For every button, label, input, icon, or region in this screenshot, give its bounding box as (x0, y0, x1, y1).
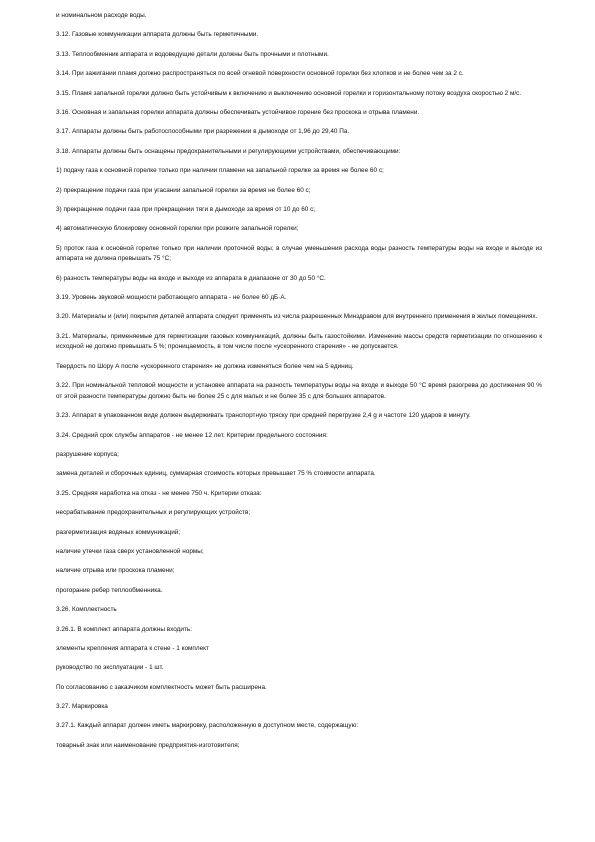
clause-3-21: 3.21. Материалы, применяемые для герметизации газовых коммуникаций, должны быть газостойкими. Изменение массы средств герметизации по отношению к исходной не должно превышать 5 %; проницаемость, в том числе после «ускоренного старения» - не допускается. (56, 332, 542, 351)
section-heading-3-26: 3.26. Комплектность (56, 606, 117, 614)
document-body (56, 11, 542, 751)
criterion-item: разрушение корпуса; (56, 450, 119, 458)
clause-3-22: 3.22. При номинальной тепловой мощности и установке аппарата на разность температуры воды на входе и выходе 50 °С время разогрева до достижения 90 % от этой разности температуры должно быть не более 25 с для малых и не более 35 с для больших аппаратов. (56, 382, 542, 400)
clause-3-15: 3.15. Пламя запальной горелки должно быть устойчивым к включению и выключению основной горелки и горизонтальному потоку воздуха скоростью 2 м/с. (56, 89, 522, 97)
list-item-3: 3) прекращение подачи газа при прекращении тяги в дымоходе за время от 10 до 60 с; (56, 205, 316, 213)
clause-3-17: 3.17. Аппараты должны быть работоспособными при разрежении в дымоходе от 1,96 до 29,40 Па. (56, 128, 350, 136)
criterion-item: наличие утечки газа сверх установленной нормы; (56, 547, 204, 555)
clause-3-13: 3.13. Теплообменник аппарата и водоведущие детали должны быть прочными и плотными. (56, 50, 329, 58)
criterion-item: прогорание ребер теплообменника. (56, 586, 163, 594)
clause-3-26-1: 3.26.1. В комплект аппарата должны входить: (56, 625, 192, 633)
clause-3-24: 3.24. Средний срок службы аппаратов - не менее 12 лет. Критерии предельного состояния: (56, 431, 328, 439)
list-item-5: 5) проток газа к основной горелке только при наличии проточной воды; в случае уменьшения расхода воды разность температуры воды на входе и выходе из аппарата не должна превышать 75 °С; (56, 244, 542, 263)
criterion-item: несрабатывание предохранительных и регулирующих устройств; (56, 509, 251, 517)
clause-3-18: 3.18. Аппараты должны быть оснащены предохранительными и регулирующими устройствами, обеспечивающими: (56, 147, 401, 155)
paragraph-shore-hardness: Твердость по Шору А после «ускоренного старения» не должна изменяться более чем на 5 единиц. (56, 362, 354, 370)
clause-3-12: 3.12. Газовые коммуникации аппарата должны быть герметичными. (56, 31, 259, 39)
clause-3-20: 3.20. Материалы и (или) покрытия деталей аппарата следует применять из числа разрешенных Минздравом для внутреннего применения в жилых помещениях. (56, 313, 538, 321)
list-item-2: 2) прекращение подачи газа при угасании запальной горелки за время не более 60 с; (56, 186, 311, 194)
criterion-item: замена деталей и сборочных единиц, суммарная стоимость которых превышает 75 % стоимости аппарата. (56, 470, 376, 478)
clause-3-27-1: 3.27.1. Каждый аппарат должен иметь маркировку, расположенную в доступном месте, содержащую: (56, 722, 359, 730)
marking-item: товарный знак или наименование предприятия-изготовителя; (56, 741, 240, 749)
list-item-1: 1) подачу газа к основной горелке только при наличии пламени на запальной горелке за время не более 60 с; (56, 167, 384, 175)
paragraph-continuation: и номинальном расходе воды. (56, 12, 147, 19)
clause-3-14: 3.14. При зажигании пламя должно распространяться по всей огневой поверхности основной горелки без хлопков и не более чем за 2 с. (56, 70, 464, 78)
criterion-item: наличие отрыва или проскока пламени; (56, 567, 175, 575)
clause-3-16: 3.16. Основная и запальная горелки аппарата должны обеспечивать устойчивое горение без проскока и отрыва пламени. (56, 108, 420, 116)
clause-3-19: 3.19. Уровень звуковой мощности работающего аппарата - не более 60 дБ·А. (56, 294, 287, 302)
list-item-4: 4) автоматическую блокировку основной горелки при розжиге запальной горелки; (56, 225, 299, 233)
clause-3-23: 3.23. Аппарат в упакованном виде должен выдерживать транспортную тряску при средней перегрузке 2,4 g и частоте 120 ударов в минуту. (56, 412, 471, 420)
kit-item: руководство по эксплуатации - 1 шт. (56, 664, 164, 672)
section-heading-3-27: 3.27. Маркировка (56, 703, 108, 711)
clause-3-25: 3.25. Средняя наработка на отказ - не менее 750 ч. Критерии отказа: (56, 489, 262, 497)
list-item-6: 6) разность температуры воды на входе и выходе из аппарата в диапазоне от 30 до 50 °С. (56, 274, 326, 282)
criterion-item: разгерметизация водяных коммуникаций; (56, 528, 181, 536)
paragraph-kit-extension: По согласованию с заказчиком комплектность может быть расширена. (56, 683, 267, 691)
kit-item: элементы крепления аппарата к стене - 1 комплект (56, 644, 209, 652)
